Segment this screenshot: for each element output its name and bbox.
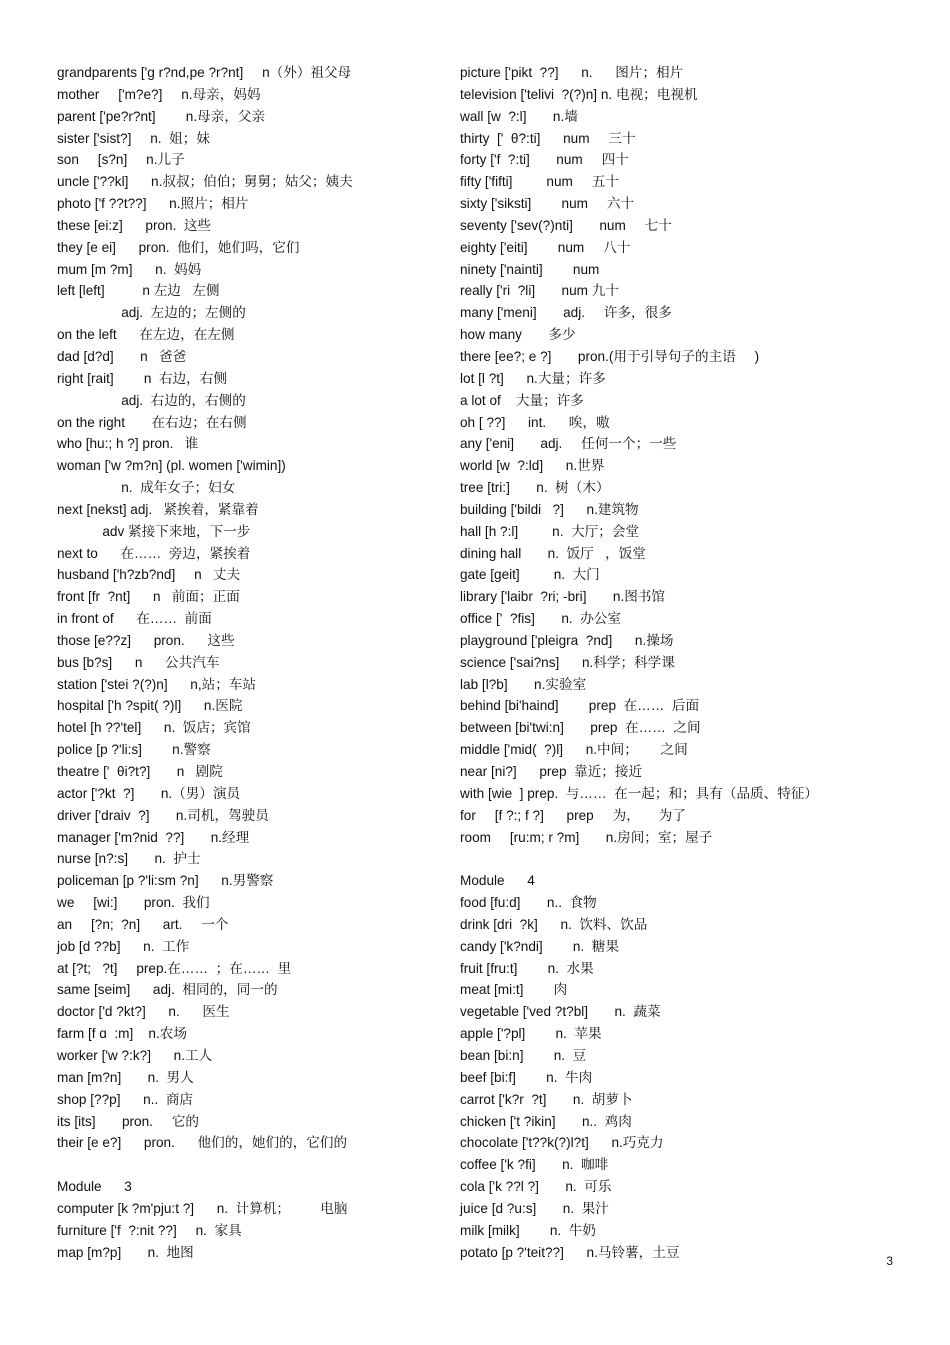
vocab-entry-line: mother ['m?e?] n.母亲，妈妈	[57, 86, 261, 102]
vocab-entry-line: food [fu:d] n.. 食物	[460, 895, 597, 911]
vocab-entry-line: juice [d ?u:s] n. 果汁	[460, 1200, 609, 1216]
vocab-entry-line: doctor ['d ?kt?] n. 医生	[57, 1004, 230, 1020]
vocab-entry-line: map [m?p] n. 地图	[57, 1244, 194, 1260]
vocab-entry-line: beef [bi:f] n. 牛肉	[460, 1069, 593, 1085]
vocab-entry-line: front [fr ?nt] n 前面；正面	[57, 589, 240, 605]
vocab-entry-line: woman ['w ?m?n] (pl. women ['wimin])	[57, 458, 286, 474]
vocab-entry-line: candy ['k?ndi] n. 糖果	[460, 938, 619, 954]
vocab-entry-line: with [wie ] prep. 与…… 在一起；和；具有（品质、特征）	[460, 785, 819, 801]
vocab-entry-line: farm [f ɑ :m] n.农场	[57, 1026, 187, 1042]
vocab-entry-line: many ['meni] adj. 许多，很多	[460, 305, 672, 321]
vocab-entry-line: chocolate ['t??k(?)l?t] n.巧克力	[460, 1135, 664, 1151]
vocab-entry-line: n. 成年女子；妇女	[57, 480, 236, 496]
vocab-entry-line: job [d ??b] n. 工作	[57, 938, 190, 954]
vocab-entry-line: adj. 右边的，右侧的	[57, 392, 246, 408]
vocab-entry-line: manager ['m?nid ??] n.经理	[57, 829, 250, 845]
vocab-entry-line: playground ['pleigra ?nd] n.操场	[460, 632, 674, 648]
module-heading: Module 3	[57, 1179, 132, 1195]
vocab-entry-line: oh [ ??] int. 唉，嗷	[460, 414, 610, 430]
vocab-entry-line: drink [dri ?k] n. 饮料、饮品	[460, 916, 648, 932]
vocab-entry-line: vegetable ['ved ?t?bl] n. 蔬菜	[460, 1004, 661, 1020]
vocab-entry-line: husband ['h?zb?nd] n 丈夫	[57, 567, 241, 583]
vocab-entry-line: cola ['k ??l ?] n. 可乐	[460, 1179, 612, 1195]
vocab-entry-line: an [?n; ?n] art. 一个	[57, 916, 229, 932]
vocab-entry-line: those [e??z] pron. 这些	[57, 632, 235, 648]
vocab-entry-line: coffee ['k ?fi] n. 咖啡	[460, 1157, 609, 1173]
vocab-entry-line: tree [tri:] n. 树（木）	[460, 480, 610, 496]
vocab-entry-line: police [p ?'li:s] n.警察	[57, 742, 211, 758]
vocab-entry-line: carrot ['k?r ?t] n. 胡萝卜	[460, 1091, 633, 1107]
vocab-entry-line: driver ['draiv ?] n.司机，驾驶员	[57, 807, 269, 823]
vocab-entry-line: photo ['f ??t??] n.照片；相片	[57, 196, 249, 212]
vocab-entry-line: ninety ['nainti] num	[460, 261, 600, 277]
vocab-entry-line: sister ['sist?] n. 姐；妹	[57, 130, 210, 146]
vocab-entry-line: left [left] n 左边 左侧	[57, 283, 220, 299]
vocab-entry-line: dad [d?d] n 爸爸	[57, 348, 187, 364]
vocab-entry-line: seventy ['sev(?)nti] num 七十	[460, 217, 672, 233]
vocab-entry-line: fifty ['fifti] num 五十	[460, 174, 619, 190]
vocab-entry-line: behind [bi'haind] prep 在…… 后面	[460, 698, 700, 714]
vocab-entry-line: hall [h ?:l] n. 大厅；会堂	[460, 523, 640, 539]
vocab-entry-line: potato [p ?'teit??] n.马铃薯，土豆	[460, 1244, 680, 1260]
vocab-entry-line: on the left 在左边，在左侧	[57, 327, 235, 343]
vocab-entry-line: world [w ?:ld] n.世界	[460, 458, 605, 474]
vocab-entry-line: fruit [fru:t] n. 水果	[460, 960, 594, 976]
vocabulary-column-right	[460, 62, 930, 1263]
vocab-entry-line: son [s?n] n.儿子	[57, 152, 185, 168]
vocab-entry-line	[57, 1154, 442, 1176]
vocab-entry-line: computer [k ?m'pju:t ?] n. 计算机； 电脑	[57, 1200, 348, 1216]
vocab-entry-line: bean [bi:n] n. 豆	[460, 1047, 587, 1063]
vocab-entry-line: for [f ?:; f ?] prep 为， 为了	[460, 807, 686, 823]
vocab-entry-line: television ['telivi ?(?)n] n. 电视；电视机	[460, 86, 698, 102]
vocab-entry-line: wall [w ?:l] n.墙	[460, 108, 578, 124]
vocab-entry-line: a lot of 大量；许多	[460, 392, 584, 408]
vocab-entry-line: meat [mi:t] 肉	[460, 982, 568, 998]
vocab-entry-line: really ['ri ?li] num 九十	[460, 283, 619, 299]
vocab-entry-line: between [bi'twi:n] prep 在…… 之间	[460, 720, 701, 736]
vocab-entry-line: adv 紧接下来地，下一步	[57, 523, 251, 539]
vocab-entry-line: shop [??p] n.. 商店	[57, 1091, 194, 1107]
vocab-entry-line: in front of 在…… 前面	[57, 611, 212, 627]
vocab-entry-line: next [nekst] adj. 紧挨着，紧靠着	[57, 501, 259, 517]
vocab-entry-line: gate [geit] n. 大门	[460, 567, 600, 583]
vocab-entry-line: its [its] pron. 它的	[57, 1113, 200, 1129]
vocab-entry-line: at [?t; ?t] prep.在…… ；在…… 里	[57, 960, 292, 976]
vocab-entry-line: lab [l?b] n.实验室	[460, 676, 587, 692]
vocab-entry-line: station ['stei ?(?)n] n,站；车站	[57, 676, 257, 692]
vocab-entry-line: there [ee?; e ?] pron.(用于引导句子的主语 )	[460, 348, 760, 364]
vocab-entry-line: dining hall n. 饭厅 ，饭堂	[460, 545, 646, 561]
vocab-entry-line: we [wi:] pron. 我们	[57, 895, 210, 911]
vocab-entry-line: science ['sai?ns] n.科学；科学课	[460, 654, 675, 670]
vocab-entry-line: apple ['?pl] n. 苹果	[460, 1026, 602, 1042]
vocab-entry-line	[460, 848, 930, 870]
vocab-entry-line: room [ru:m; r ?m] n.房间；室；屋子	[460, 829, 713, 845]
vocab-entry-line: eighty ['eiti] num 八十	[460, 239, 631, 255]
vocab-entry-line: hotel [h ??'tel] n. 饭店；宾馆	[57, 720, 251, 736]
vocab-entry-line: parent ['pe?r?nt] n.母亲，父亲	[57, 108, 266, 124]
vocab-entry-line: nurse [n?:s] n. 护士	[57, 851, 201, 867]
vocab-entry-line: bus [b?s] n 公共汽车	[57, 654, 220, 670]
vocab-entry-line: forty ['f ?:ti] num 四十	[460, 152, 629, 168]
vocab-entry-line: mum [m ?m] n. 妈妈	[57, 261, 202, 277]
vocab-entry-line: sixty ['siksti] num 六十	[460, 196, 635, 212]
vocabulary-column-left	[57, 62, 442, 1263]
vocab-entry-line: worker ['w ?:k?] n.工人	[57, 1047, 213, 1063]
vocab-entry-line: on the right 在右边；在右侧	[57, 414, 247, 430]
vocab-entry-line: building ['bildi ?] n.建筑物	[460, 501, 639, 517]
vocab-entry-line: man [m?n] n. 男人	[57, 1069, 194, 1085]
vocab-entry-line: milk [milk] n. 牛奶	[460, 1222, 596, 1238]
vocab-entry-line: uncle ['??kl] n.叔叔；伯伯；舅舅；姑父；姨夫	[57, 174, 353, 190]
vocab-entry-line: hospital ['h ?spit( ?)l] n.医院	[57, 698, 243, 714]
vocab-entry-line: near [ni?] prep 靠近；接近	[460, 764, 643, 779]
vocab-entry-line: actor ['?kt ?] n.（男）演员	[57, 785, 241, 801]
vocab-entry-line: same [seim] adj. 相同的，同一的	[57, 982, 278, 998]
vocab-entry-line: adj. 左边的；左侧的	[57, 305, 246, 321]
vocab-entry-line: any ['eni] adj. 任何一个；一些	[460, 436, 677, 452]
vocab-entry-line: their [e e?] pron. 他们的，她们的，它们的	[57, 1135, 348, 1151]
vocab-entry-line: library ['laibr ?ri; -bri] n.图书馆	[460, 589, 666, 605]
vocab-entry-line: how many 多少	[460, 327, 576, 343]
vocab-entry-line: thirty [' θ?:ti] num 三十	[460, 130, 636, 146]
vocab-entry-line: grandparents ['g r?nd,pe ?r?nt] n（外）祖父母	[57, 65, 352, 80]
vocab-entry-line: lot [l ?t] n.大量；许多	[460, 370, 606, 386]
vocab-entry-line: theatre [' θi?t?] n 剧院	[57, 764, 223, 779]
vocab-entry-line: these [ei:z] pron. 这些	[57, 217, 212, 233]
page-number: 3	[886, 1254, 893, 1268]
vocab-entry-line: who [hu:; h ?] pron. 谁	[57, 436, 199, 452]
vocab-entry-line: office [' ?fis] n. 办公室	[460, 611, 621, 627]
vocab-entry-line: right [rait] n 右边，右侧	[57, 370, 227, 386]
vocab-entry-line: policeman [p ?'li:sm ?n] n.男警察	[57, 873, 274, 889]
module-heading: Module 4	[460, 873, 535, 889]
vocab-entry-line: they [e ei] pron. 他们，她们吗，它们	[57, 239, 300, 255]
vocab-entry-line: middle ['mid( ?)l] n.中间； 之间	[460, 742, 688, 758]
vocab-entry-line: furniture ['f ?:nit ??] n. 家具	[57, 1222, 242, 1238]
vocab-entry-line: next to 在…… 旁边，紧挨着	[57, 545, 251, 561]
vocab-entry-line: picture ['pikt ??] n. 图片；相片	[460, 65, 684, 80]
vocab-entry-line: chicken ['t ?ikin] n.. 鸡肉	[460, 1113, 632, 1129]
